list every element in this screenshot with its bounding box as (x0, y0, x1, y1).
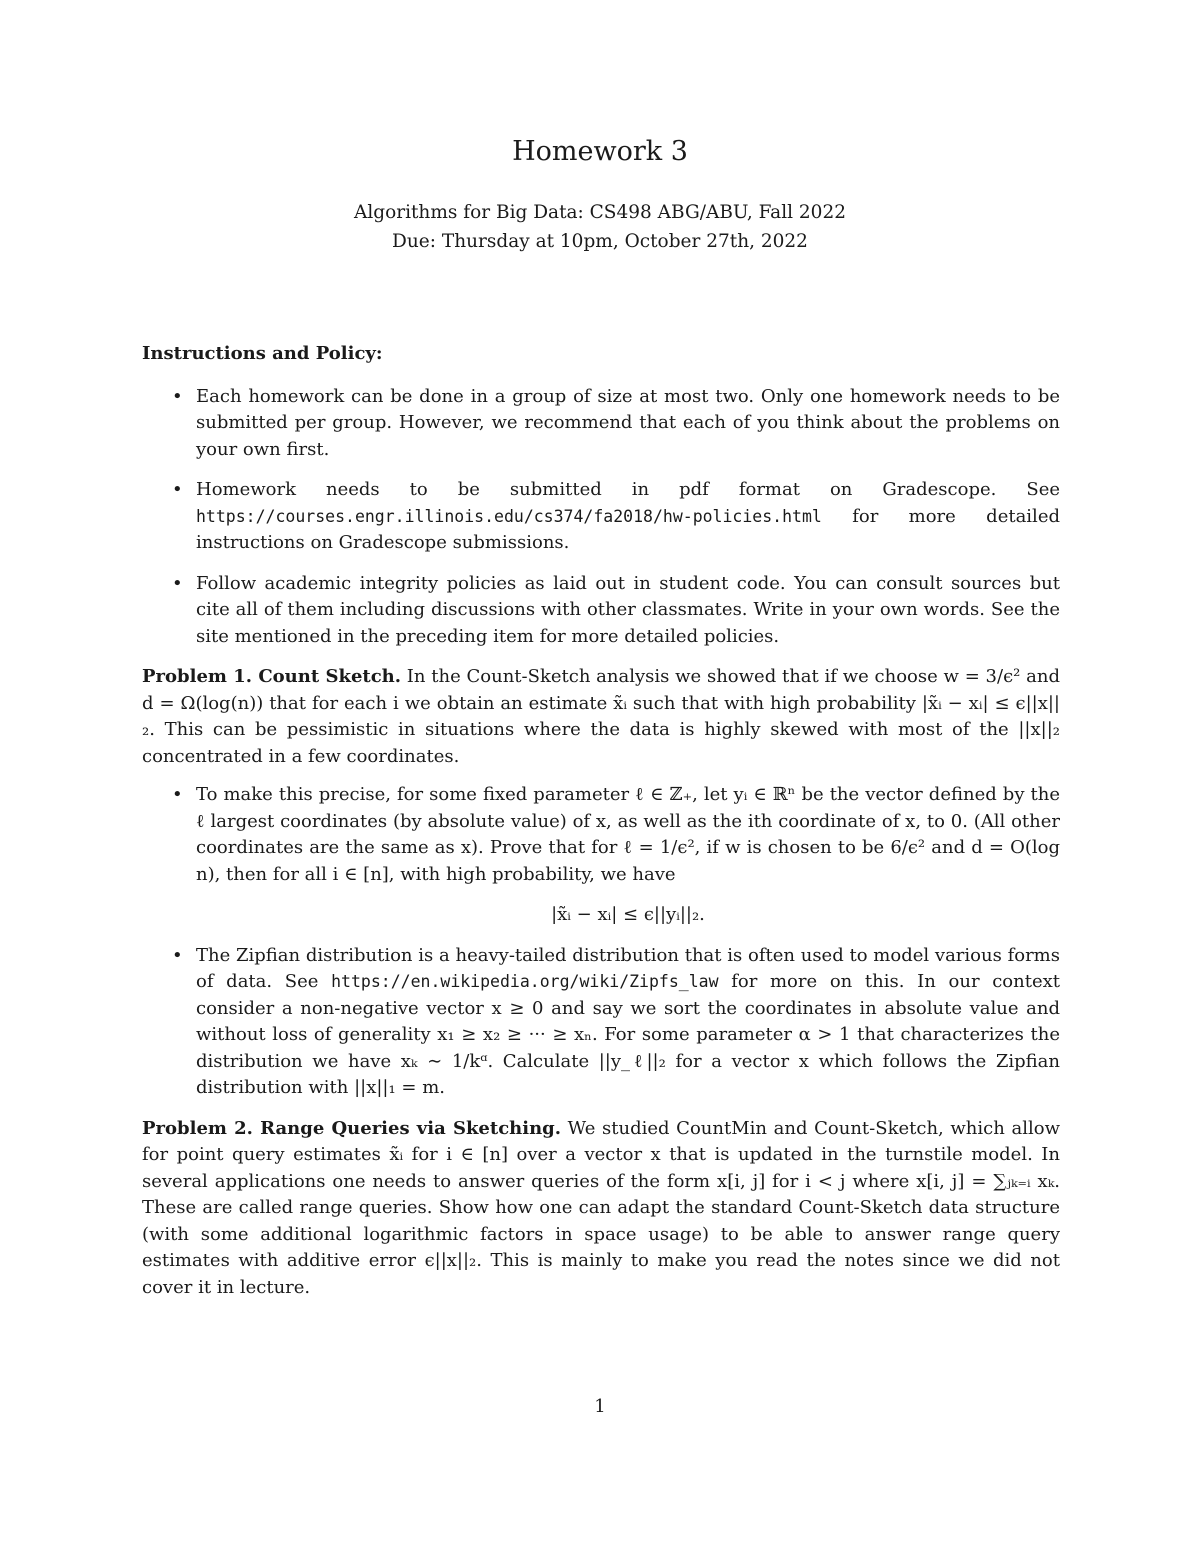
instructions-list (142, 384, 1060, 651)
problem-2-label: Problem 2. Range Queries via Sketching. (142, 1117, 562, 1139)
instruction-item-submission (142, 477, 1060, 557)
zipf-link[interactable]: https://en.wikipedia.org/wiki/Zipfs_law (331, 972, 719, 991)
problem-2-text: We studied CountMin and Count-Sketch, which allow for point query estimates x̃ᵢ for i ∈ [n] over a vector x that is updated in the turnstile model. In several applications one needs to answer queries of the form x[i, j] for i < j where x[i, j] = ∑ⱼₖ₌ᵢ xₖ. These are called range queries. Show how one can adapt the standard Count-Sketch data structure (with some additional logarithmic factors in space usage) to be able to answer range query estimates with additive error ϵ||x||₂. This is mainly to make you read the notes since we did not cover it in lecture. (142, 1117, 1060, 1298)
problem-1-equation: |x̃ᵢ − xᵢ| ≤ ϵ||yᵢ||₂. (551, 904, 705, 925)
instruction-text: Each homework can be done in a group of size at most two. Only one homework needs to be submitted per group. However, we recommend that each of you think about the problems on your own first. (196, 385, 1060, 460)
problem-1-part-b-text-cont: for more on this. In our context consider a non-negative vector x ≥ 0 and say we sort the coordinates in absolute value and without loss of generality x₁ ≥ x₂ ≥ ··· ≥ xₙ. For some parameter α > 1 that characterizes the distribution we have xₖ ∼ 1/kᵅ. Calculate ||y_ℓ||₂ for a vector x which follows the Zipfian distribution with ||x||₁ = m. (196, 971, 1060, 1098)
document-subtitle (0, 198, 1200, 256)
page-number: 1 (594, 1396, 606, 1417)
instruction-text: Follow academic integrity policies as laid out in student code. You can consult sources but cite all of them including discussions with other classmates. Write in your own words. See the site mentioned in the preceding item for more detailed policies. (196, 572, 1060, 647)
instruction-item-groups (142, 384, 1060, 464)
instruction-text: Homework needs to be submitted in pdf format on Gradescope. See (196, 479, 1060, 500)
instructions-heading: Instructions and Policy: (142, 343, 383, 364)
policy-link[interactable]: https://courses.engr.illinois.edu/cs374/fa2018/hw-policies.html (196, 506, 822, 526)
problem-1-intro: In the Count-Sketch analysis we showed that if we choose w = 3/ϵ² and d = Ω(log(n)) that for each i we obtain an estimate x̃ᵢ such that with high probability |x̃ᵢ − xᵢ| ≤ ϵ||x||₂. This can be pessimistic in situations where the data is highly skewed with most of the ||x||₂ concentrated in a few coordinates. (142, 666, 1060, 767)
problem-1-part-a-text: To make this precise, for some fixed parameter ℓ ∈ ℤ₊, let yᵢ ∈ ℝⁿ be the vector defined by the ℓ largest coordinates (by absolute value) of x, as well as the ith coordinate of x, to 0. (All other coordinates are the same as x). Prove that for ℓ = 1/ϵ², if w is chosen to be 6/ϵ² and d = O(log n), then for all i ∈ [n], with high probability, we have (196, 784, 1060, 885)
problem-1 (142, 664, 1060, 770)
document-body (142, 341, 1060, 1313)
instruction-item-integrity (142, 571, 1060, 651)
problem-1-part-b-text: The Zipfian distribution is a heavy-tailed distribution that is often used to model various forms of data. See (196, 944, 1060, 992)
document-title: Homework 3 (512, 136, 688, 167)
problem-1-label: Problem 1. Count Sketch. (142, 666, 402, 687)
problem-1-part-b (142, 943, 1060, 1102)
problem-1-part-a (142, 782, 1060, 929)
problem-1-parts (142, 782, 1060, 1102)
due-date: Due: Thursday at 10pm, October 27th, 2022 (392, 231, 808, 252)
problem-2 (142, 1116, 1060, 1302)
instruction-text: for more detailed instructions on Gradescope submissions. (196, 505, 1060, 553)
course-name: Algorithms for Big Data: CS498 ABG/ABU, Fall 2022 (353, 202, 846, 223)
